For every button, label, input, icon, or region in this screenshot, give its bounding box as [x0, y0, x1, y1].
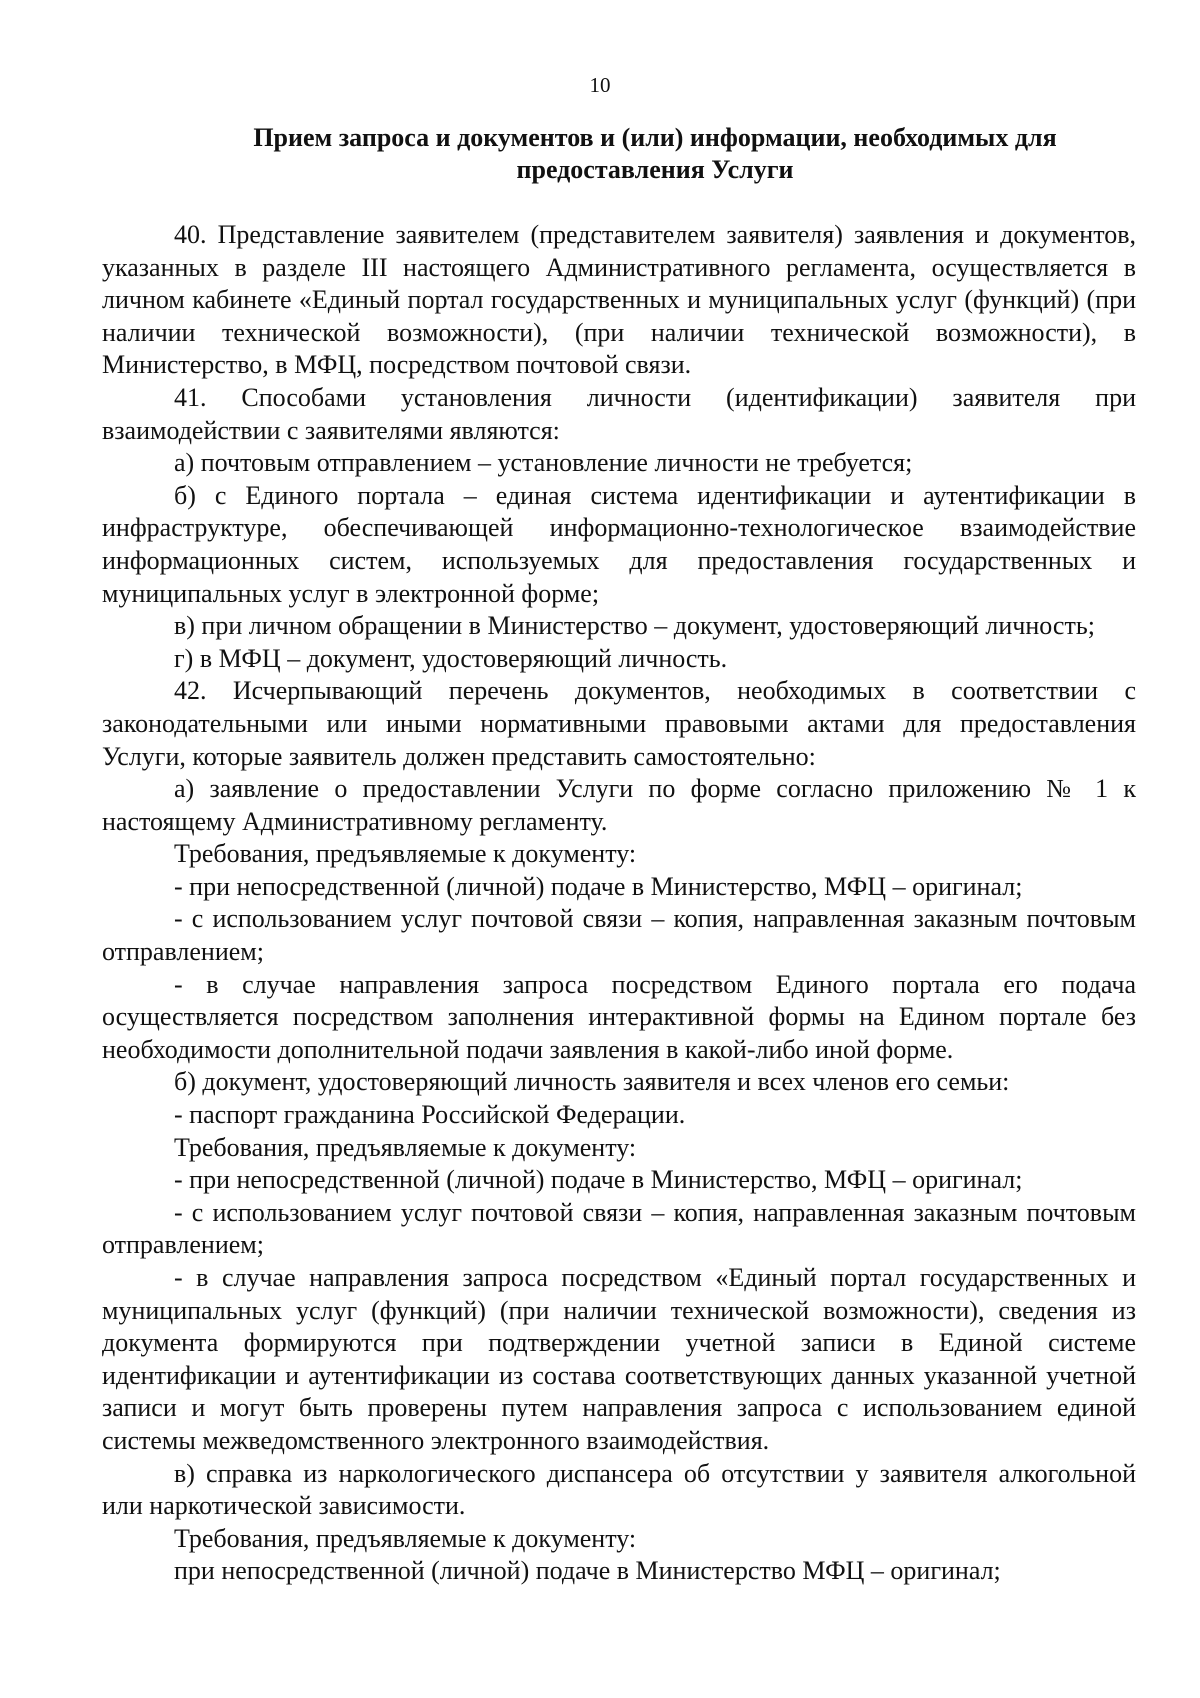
- requirement-item: - с использованием услуг почтовой связи – копия, направленная заказным почтовым отправлением;: [102, 1197, 1136, 1260]
- requirements-heading: Требования, предъявляемые к документу:: [174, 839, 637, 869]
- requirements-heading: Требования, предъявляемые к документу:: [174, 1523, 637, 1553]
- section-title: Прием запроса и документов и (или) информации, необходимых для предоставления Услуги: [253, 123, 1057, 184]
- list-item-41-g: г) в МФЦ – документ, удостоверяющий личность.: [174, 643, 728, 673]
- paragraph-40: 40. Представление заявителем (представителем заявителя) заявления и документов, указанных в разделе III настоящего Административного регламента, осуществляется в личном кабинете «Единый портал государственных и муниципальных услуг (функций) (при наличии технической возможности), (при наличии технической возможности), в Министерство, в МФЦ, посредством почтовой связи.: [102, 220, 1136, 380]
- list-item-42-b: б) документ, удостоверяющий личность заявителя и всех членов его семьи:: [174, 1067, 1010, 1097]
- list-item-41-v: в) при личном обращении в Министерство – документ, удостоверяющий личность;: [174, 611, 1095, 641]
- requirement-item: - при непосредственной (личной) подаче в Министерство, МФЦ – оригинал;: [174, 871, 1023, 901]
- requirement-item: при непосредственной (личной) подаче в Министерство МФЦ – оригинал;: [174, 1556, 1001, 1586]
- requirement-item: - в случае направления запроса посредством Единого портала его подача осуществляется посредством заполнения интерактивной формы на Едином портале без необходимости дополнительной подачи заявления в какой-либо иной форме.: [102, 969, 1136, 1064]
- list-item-42-a: а) заявление о предоставлении Услуги по форме согласно приложению № 1 к настоящему Административному регламенту.: [102, 774, 1136, 836]
- list-item-42-v: в) справка из наркологического диспансера об отсутствии у заявителя алкогольной или наркотической зависимости.: [102, 1458, 1136, 1521]
- requirement-item: - в случае направления запроса посредством «Единый портал государственных и муниципальных услуг (функций) (при наличии технической возможности), сведения из документа формируются при подтверждении учетной записи в Единой системе идентификации и аутентификации из состава соответствующих данных указанной учетной записи и могут быть проверены путем направления запроса с использованием единой системы межведомственного электронного взаимодействия.: [102, 1263, 1136, 1455]
- requirement-item: - с использованием услуг почтовой связи – копия, направленная заказным почтовым отправлением;: [102, 904, 1136, 967]
- requirements-heading: Требования, предъявляемые к документу:: [174, 1132, 637, 1162]
- requirement-item: - при непосредственной (личной) подаче в Министерство, МФЦ – оригинал;: [174, 1165, 1023, 1195]
- list-item-41-b: б) с Единого портала – единая система идентификации и аутентификации в инфраструктуре, обеспечивающей информационно-технологическое взаимодействие информационных систем, используемых для предоставления государственных и муниципальных услуг в электронной форме;: [102, 480, 1136, 608]
- page-number: 10: [589, 73, 611, 97]
- paragraph-41: 41. Способами установления личности (идентификации) заявителя при взаимодействии с заявителями являются:: [102, 382, 1136, 445]
- paragraph-42: 42. Исчерпывающий перечень документов, необходимых в соответствии с законодательными или иными нормативными правовыми актами для предоставления Услуги, которые заявитель должен представить самостоятельно:: [102, 676, 1136, 771]
- list-item-41-a: а) почтовым отправлением – установление личности не требуется;: [174, 448, 913, 478]
- list-subitem: - паспорт гражданина Российской Федерации.: [174, 1100, 686, 1130]
- document-body: [102, 219, 1136, 1588]
